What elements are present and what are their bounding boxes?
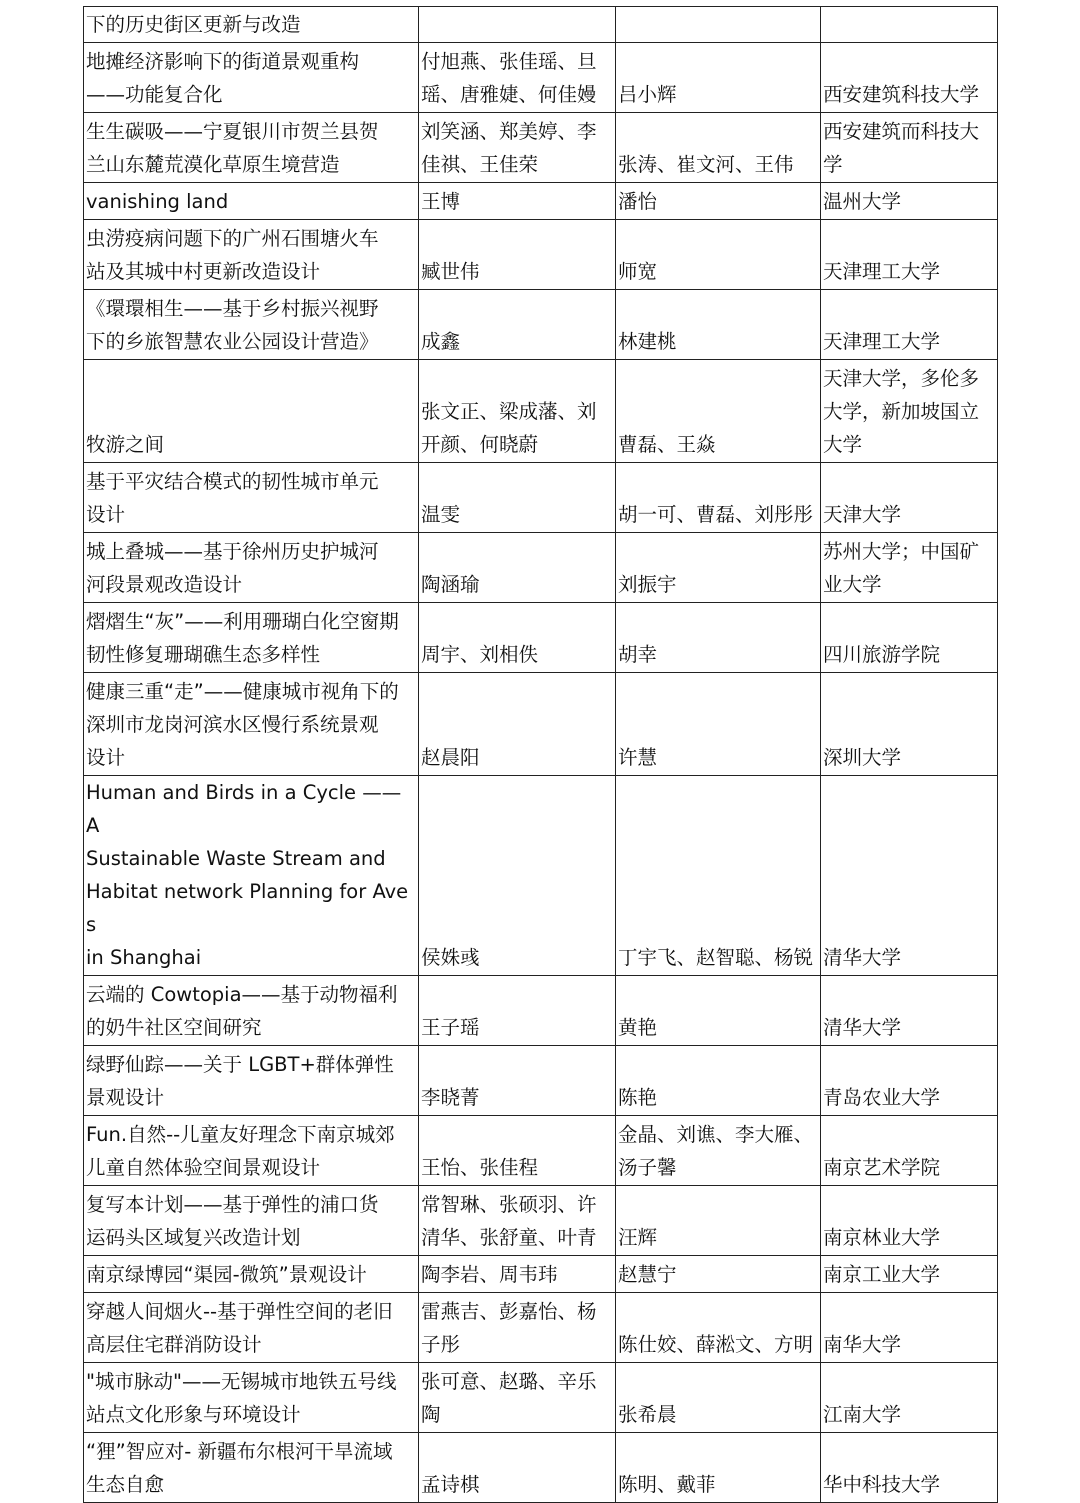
advisor-cell: 陈明、戴菲 — [616, 1433, 821, 1503]
project-title-cell: 下的历史街区更新与改造 — [84, 7, 419, 43]
advisor-cell — [616, 7, 821, 43]
table-row — [84, 290, 998, 360]
team-members-cell: 刘笑涵、郑美婷、李 佳祺、王佳荣 — [419, 113, 616, 183]
team-members-cell: 王子瑶 — [419, 976, 616, 1046]
team-members-cell: 王怡、张佳程 — [419, 1116, 616, 1186]
advisor-cell: 刘振宇 — [616, 533, 821, 603]
school-cell: 清华大学 — [821, 976, 998, 1046]
school-cell: 南京工业大学 — [821, 1256, 998, 1293]
project-title-cell: 绿野仙踪——关于 LGBT+群体弹性 景观设计 — [84, 1046, 419, 1116]
school-cell: 温州大学 — [821, 183, 998, 220]
table-row — [84, 673, 998, 776]
school-cell: 西安建筑科技大学 — [821, 43, 998, 113]
table-row — [84, 1293, 998, 1363]
school-cell: 清华大学 — [821, 776, 998, 976]
table-row — [84, 976, 998, 1046]
team-members-cell — [419, 7, 616, 43]
table-row — [84, 463, 998, 533]
school-cell: 天津大学 — [821, 463, 998, 533]
advisor-cell: 胡幸 — [616, 603, 821, 673]
project-title-cell: Fun.自然--儿童友好理念下南京城郊 儿童自然体验空间景观设计 — [84, 1116, 419, 1186]
team-members-cell: 周宇、刘相佚 — [419, 603, 616, 673]
table-row — [84, 1046, 998, 1116]
advisor-cell: 赵慧宁 — [616, 1256, 821, 1293]
awards-table-body — [84, 7, 998, 1503]
table-row — [84, 7, 998, 43]
school-cell: 南华大学 — [821, 1293, 998, 1363]
school-cell: 江南大学 — [821, 1363, 998, 1433]
school-cell: 南京艺术学院 — [821, 1116, 998, 1186]
team-members-cell: 赵晨阳 — [419, 673, 616, 776]
project-title-cell: “狸”智应对- 新疆布尔根河干旱流域 生态自愈 — [84, 1433, 419, 1503]
project-title-cell: 城上叠城——基于徐州历史护城河 河段景观改造设计 — [84, 533, 419, 603]
school-cell: 华中科技大学 — [821, 1433, 998, 1503]
advisor-cell: 林建桃 — [616, 290, 821, 360]
project-title-cell: 复写本计划——基于弹性的浦口货 运码头区域复兴改造计划 — [84, 1186, 419, 1256]
advisor-cell: 师宽 — [616, 220, 821, 290]
school-cell: 天津理工大学 — [821, 220, 998, 290]
advisor-cell: 丁宇飞、赵智聪、杨锐 — [616, 776, 821, 976]
project-title-cell: 熠熠生“灰”——利用珊瑚白化空窗期 韧性修复珊瑚礁生态多样性 — [84, 603, 419, 673]
team-members-cell: 付旭燕、张佳瑶、旦 瑶、唐雅婕、何佳嫚 — [419, 43, 616, 113]
team-members-cell: 李晓菁 — [419, 1046, 616, 1116]
table-row — [84, 533, 998, 603]
table-row — [84, 1433, 998, 1503]
team-members-cell: 陶李岩、周韦玮 — [419, 1256, 616, 1293]
school-cell: 天津理工大学 — [821, 290, 998, 360]
project-title-cell: 生生碳吸——宁夏银川市贺兰县贺 兰山东麓荒漠化草原生境营造 — [84, 113, 419, 183]
school-cell: 四川旅游学院 — [821, 603, 998, 673]
project-title-cell: 《環環相生——基于乡村振兴视野 下的乡旅智慧农业公园设计营造》 — [84, 290, 419, 360]
team-members-cell: 常智琳、张硕羽、许 清华、张舒童、叶青 — [419, 1186, 616, 1256]
advisor-cell: 陈艳 — [616, 1046, 821, 1116]
project-title-cell: "城市脉动"——无锡城市地铁五号线 站点文化形象与环境设计 — [84, 1363, 419, 1433]
advisor-cell: 张涛、崔文河、王伟 — [616, 113, 821, 183]
advisor-cell: 汪辉 — [616, 1186, 821, 1256]
school-cell: 西安建筑而科技大 学 — [821, 113, 998, 183]
table-row — [84, 1186, 998, 1256]
advisor-cell: 张希晨 — [616, 1363, 821, 1433]
school-cell: 青岛农业大学 — [821, 1046, 998, 1116]
team-members-cell: 孟诗棋 — [419, 1433, 616, 1503]
project-title-cell: 南京绿博园“渠园-微筑”景观设计 — [84, 1256, 419, 1293]
advisor-cell: 金晶、刘谯、李大雁、 汤子馨 — [616, 1116, 821, 1186]
project-title-cell: 云端的 Cowtopia——基于动物福利 的奶牛社区空间研究 — [84, 976, 419, 1046]
project-title-cell: 地摊经济影响下的街道景观重构 ——功能复合化 — [84, 43, 419, 113]
advisor-cell: 曹磊、王焱 — [616, 360, 821, 463]
school-cell: 天津大学，多伦多 大学，新加坡国立 大学 — [821, 360, 998, 463]
table-row — [84, 183, 998, 220]
project-title-cell: 穿越人间烟火--基于弹性空间的老旧 高层住宅群消防设计 — [84, 1293, 419, 1363]
awards-table — [83, 6, 998, 1503]
team-members-cell: 臧世伟 — [419, 220, 616, 290]
team-members-cell: 张文正、梁成藩、刘 开颜、何晓蔚 — [419, 360, 616, 463]
table-row — [84, 360, 998, 463]
table-row — [84, 43, 998, 113]
table-row — [84, 220, 998, 290]
project-title-cell: vanishing land — [84, 183, 419, 220]
project-title-cell: 牧游之间 — [84, 360, 419, 463]
project-title-cell: 基于平灾结合模式的韧性城市单元 设计 — [84, 463, 419, 533]
team-members-cell: 温雯 — [419, 463, 616, 533]
project-title-cell: 虫涝疫病问题下的广州石围塘火车 站及其城中村更新改造设计 — [84, 220, 419, 290]
table-row — [84, 1256, 998, 1293]
project-title-cell: 健康三重“走”——健康城市视角下的 深圳市龙岗河滨水区慢行系统景观 设计 — [84, 673, 419, 776]
team-members-cell: 侯姝彧 — [419, 776, 616, 976]
table-row — [84, 1116, 998, 1186]
team-members-cell: 雷燕吉、彭嘉怡、杨 子彤 — [419, 1293, 616, 1363]
school-cell: 南京林业大学 — [821, 1186, 998, 1256]
team-members-cell: 王博 — [419, 183, 616, 220]
advisor-cell: 许慧 — [616, 673, 821, 776]
table-row — [84, 1363, 998, 1433]
table-row — [84, 603, 998, 673]
school-cell: 深圳大学 — [821, 673, 998, 776]
school-cell — [821, 7, 998, 43]
team-members-cell: 张可意、赵璐、辛乐 陶 — [419, 1363, 616, 1433]
advisor-cell: 胡一可、曹磊、刘彤彤 — [616, 463, 821, 533]
table-row — [84, 776, 998, 976]
table-row — [84, 113, 998, 183]
advisor-cell: 黄艳 — [616, 976, 821, 1046]
team-members-cell: 成鑫 — [419, 290, 616, 360]
project-title-cell: Human and Birds in a Cycle —— A Sustainable Waste Stream and Habitat network Planning for Aves in Shanghai — [84, 776, 419, 976]
advisor-cell: 潘怡 — [616, 183, 821, 220]
school-cell: 苏州大学；中国矿 业大学 — [821, 533, 998, 603]
team-members-cell: 陶涵瑜 — [419, 533, 616, 603]
advisor-cell: 吕小辉 — [616, 43, 821, 113]
advisor-cell: 陈仕姣、薛淞文、方明 — [616, 1293, 821, 1363]
